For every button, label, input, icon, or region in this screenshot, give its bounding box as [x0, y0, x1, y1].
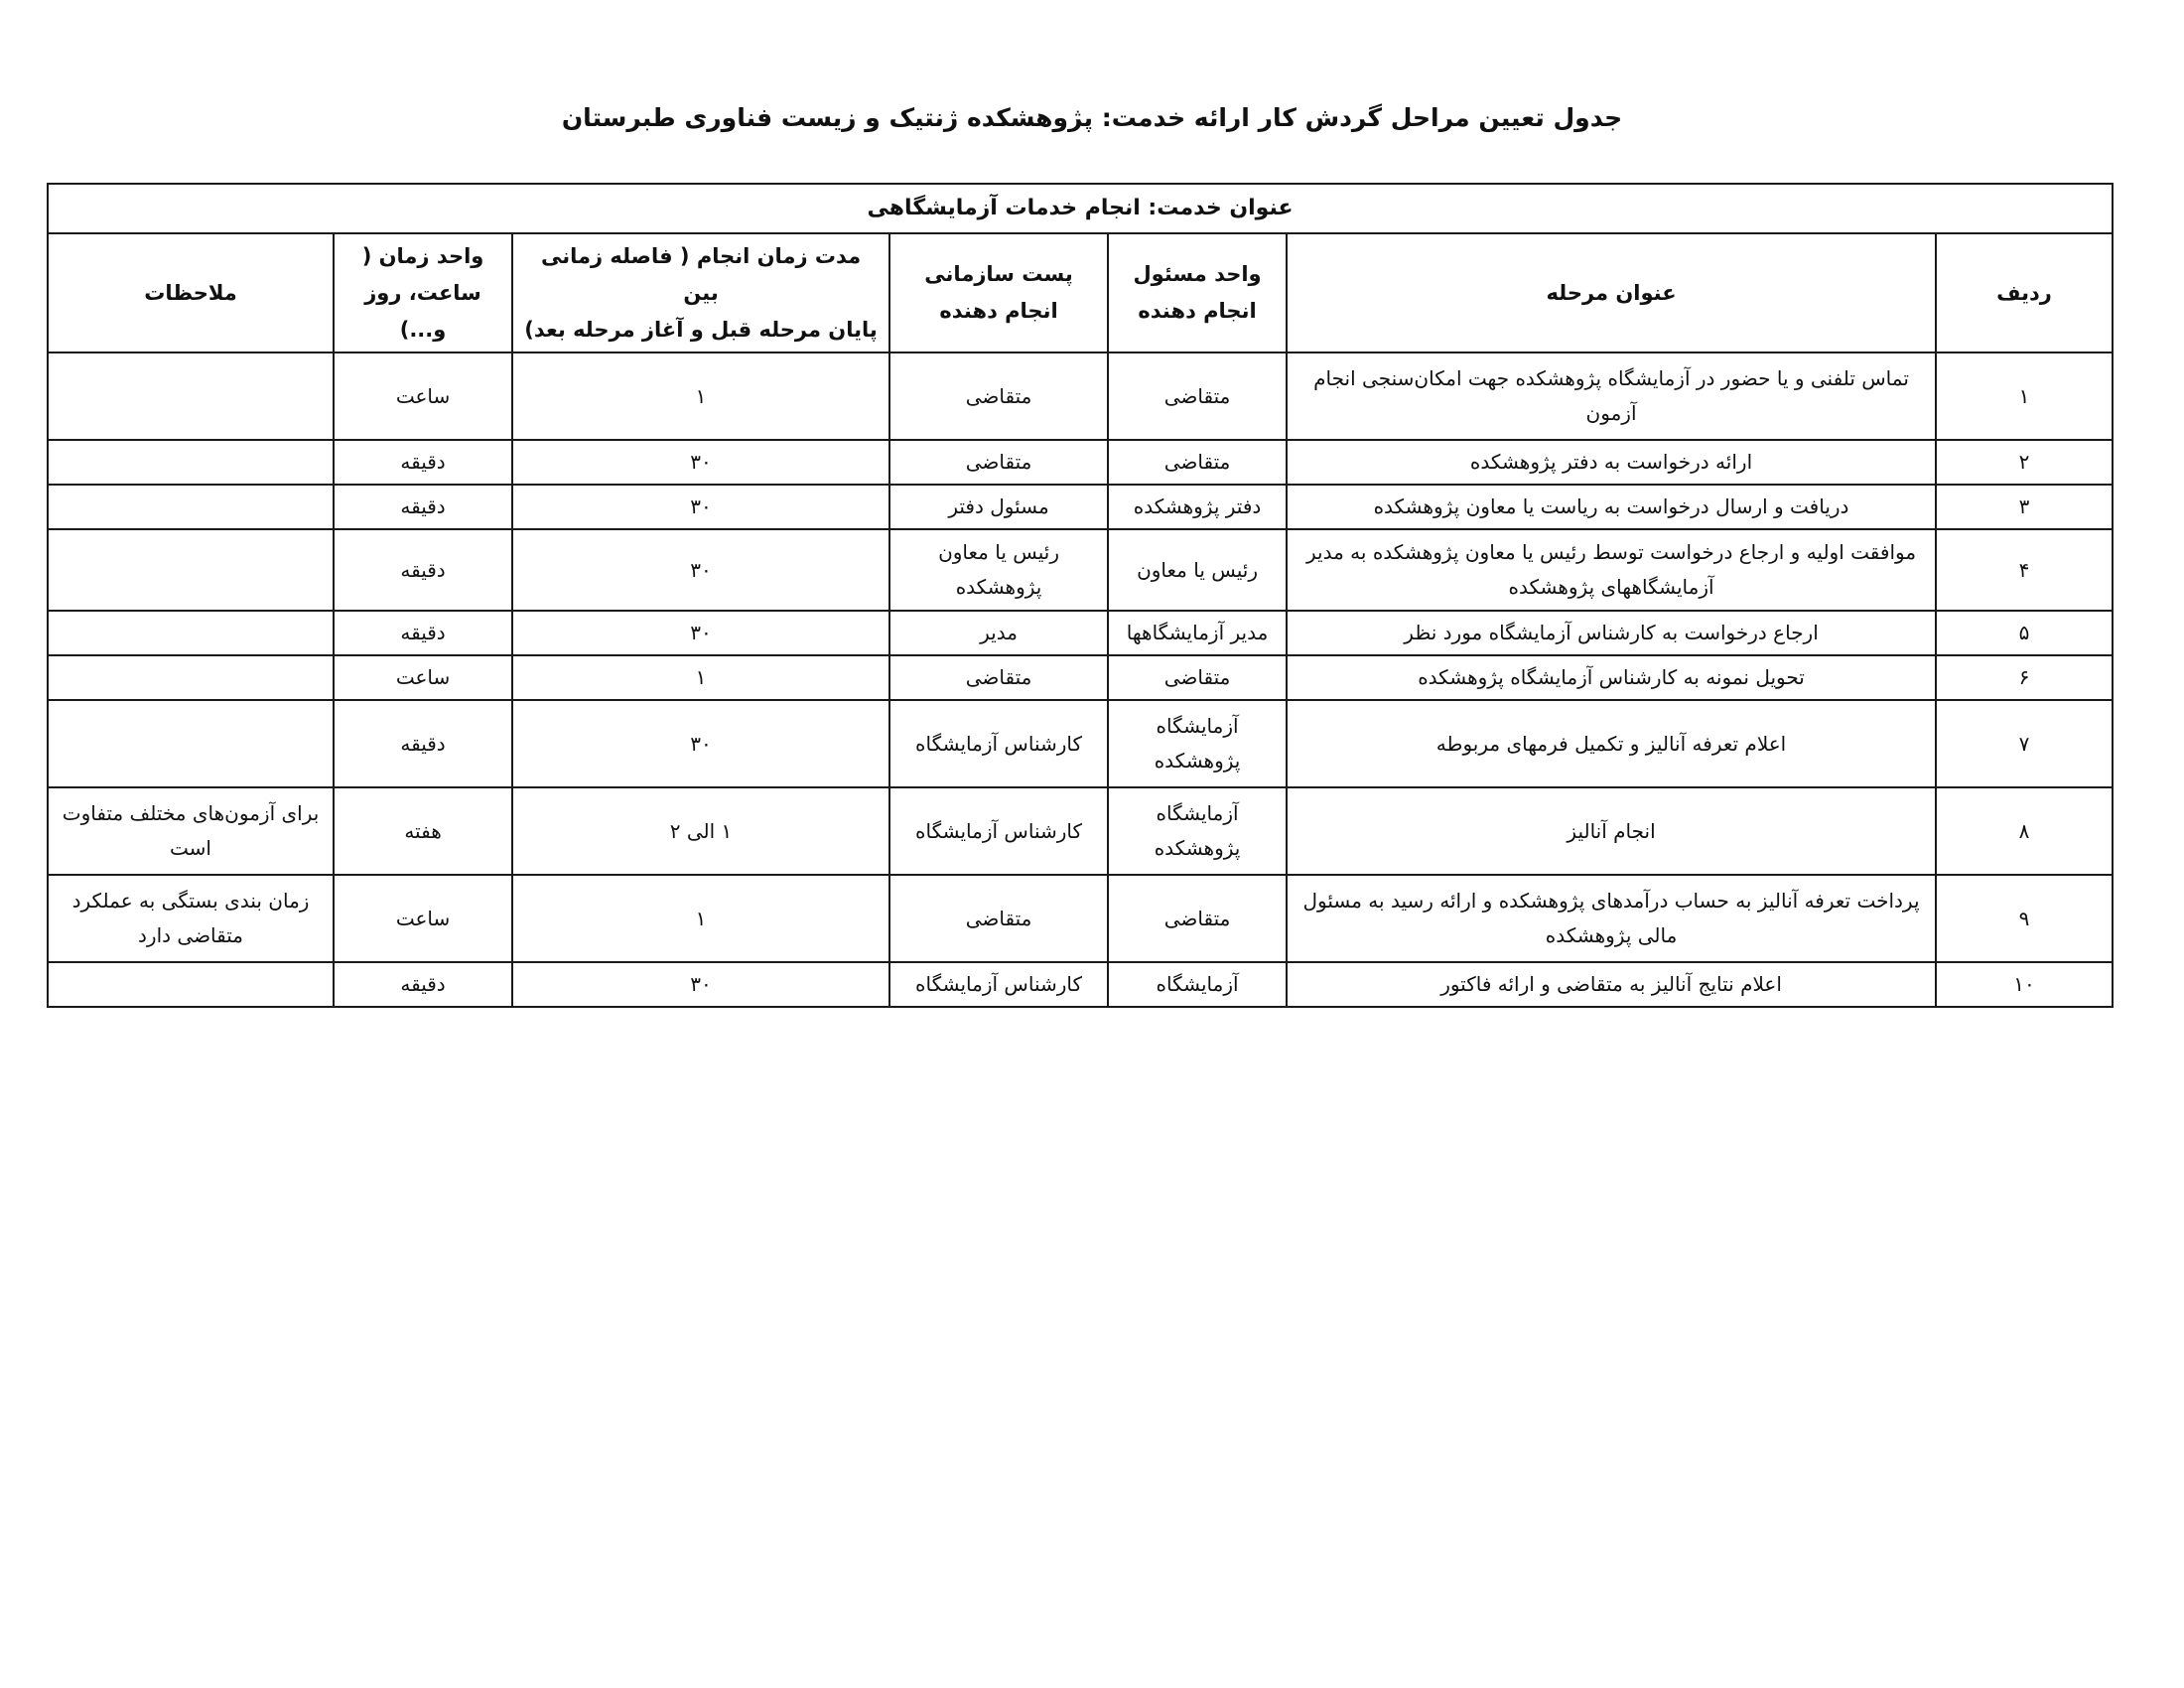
service-title-row: [48, 184, 2113, 233]
responsible-unit-cell: رئیس یا معاون: [1108, 529, 1287, 611]
time-unit-cell: دقیقه: [334, 485, 512, 529]
notes-cell: برای آزمون‌های مختلف متفاوت است: [48, 787, 334, 875]
header-time-unit-line: ساعت، روز و...): [364, 280, 481, 342]
duration-cell: ۳۰: [512, 529, 889, 611]
step-title-cell: اعلام تعرفه آنالیز و تکمیل فرمهای مربوطه: [1287, 700, 1936, 787]
header-time-unit-line: واحد زمان (: [361, 244, 484, 268]
header-time-unit: [334, 233, 512, 352]
step-title-cell: انجام آنالیز: [1287, 787, 1936, 875]
step-title-cell: تماس تلفنی و یا حضور در آزمایشگاه پژوهشکده جهت امکان‌سنجی انجام آزمون: [1287, 352, 1936, 440]
duration-cell: ۳۰: [512, 485, 889, 529]
table-row: [48, 485, 2113, 529]
step-title-cell: موافقت اولیه و ارجاع درخواست توسط رئیس یا معاون پژوهشکده به مدیر آزمایشگاههای پژوهشکده: [1287, 529, 1936, 611]
responsible-unit-cell: مدیر آزمایشگاهها: [1108, 611, 1287, 655]
organizational-post-cell: مدیر: [889, 611, 1108, 655]
row-number-cell: ۸: [1936, 787, 2113, 875]
responsible-unit-cell: متقاضی: [1108, 440, 1287, 485]
responsible-unit-cell: آزمایشگاه: [1108, 962, 1287, 1007]
organizational-post-cell: مسئول دفتر: [889, 485, 1108, 529]
table-row: [48, 352, 2113, 440]
step-title-cell: پرداخت تعرفه آنالیز به حساب درآمدهای پژوهشکده و ارائه رسید به مسئول مالی پژوهشکده: [1287, 875, 1936, 962]
time-unit-cell: ساعت: [334, 352, 512, 440]
responsible-unit-cell: متقاضی: [1108, 875, 1287, 962]
organizational-post-cell: رئیس یا معاون پژوهشکده: [889, 529, 1108, 611]
table-row: [48, 787, 2113, 875]
notes-cell: [48, 611, 334, 655]
header-duration-line: پایان مرحله قبل و آغاز مرحله بعد): [524, 317, 878, 342]
organizational-post-cell: کارشناس آزمایشگاه: [889, 700, 1108, 787]
step-title-cell: ارجاع درخواست به کارشناس آزمایشگاه مورد نظر: [1287, 611, 1936, 655]
organizational-post-cell: کارشناس آزمایشگاه: [889, 962, 1108, 1007]
step-title-cell: ارائه درخواست به دفتر پژوهشکده: [1287, 440, 1936, 485]
header-organizational-post-line: انجام دهنده: [939, 299, 1058, 324]
service-title: عنوان خدمت: انجام خدمات آزمایشگاهی: [48, 184, 2113, 233]
row-number-cell: ۱: [1936, 352, 2113, 440]
row-number-cell: ۳: [1936, 485, 2113, 529]
responsible-unit-cell: آزمایشگاه پژوهشکده: [1108, 700, 1287, 787]
header-organizational-post: [889, 233, 1108, 352]
header-row-number: ردیف: [1936, 233, 2113, 352]
notes-cell: [48, 485, 334, 529]
duration-cell: ۱ الی ۲: [512, 787, 889, 875]
notes-cell: [48, 440, 334, 485]
notes-cell: [48, 655, 334, 700]
time-unit-cell: ساعت: [334, 655, 512, 700]
header-responsible-unit: [1108, 233, 1287, 352]
responsible-unit-cell: آزمایشگاه پژوهشکده: [1108, 787, 1287, 875]
row-number-cell: ۷: [1936, 700, 2113, 787]
header-duration-line: مدت زمان انجام ( فاصله زمانی بین: [540, 244, 862, 305]
time-unit-cell: دقیقه: [334, 440, 512, 485]
time-unit-cell: ساعت: [334, 875, 512, 962]
duration-cell: ۱: [512, 352, 889, 440]
organizational-post-cell: متقاضی: [889, 875, 1108, 962]
row-number-cell: ۶: [1936, 655, 2113, 700]
notes-cell: زمان بندی بستگی به عملکرد متقاضی دارد: [48, 875, 334, 962]
notes-cell: [48, 529, 334, 611]
organizational-post-cell: متقاضی: [889, 655, 1108, 700]
header-responsible-unit-line: واحد مسئول: [1133, 262, 1262, 287]
step-title-cell: اعلام نتایج آنالیز به متقاضی و ارائه فاکتور: [1287, 962, 1936, 1007]
header-organizational-post-line: پست سازمانی: [924, 262, 1073, 287]
organizational-post-cell: کارشناس آزمایشگاه: [889, 787, 1108, 875]
duration-cell: ۳۰: [512, 440, 889, 485]
duration-cell: ۳۰: [512, 962, 889, 1007]
table-row: [48, 700, 2113, 787]
responsible-unit-cell: دفتر پژوهشکده: [1108, 485, 1287, 529]
step-title-cell: دریافت و ارسال درخواست به ریاست یا معاون پژوهشکده: [1287, 485, 1936, 529]
notes-cell: [48, 962, 334, 1007]
row-number-cell: ۹: [1936, 875, 2113, 962]
table-row: [48, 962, 2113, 1007]
duration-cell: ۳۰: [512, 611, 889, 655]
duration-cell: ۱: [512, 875, 889, 962]
organizational-post-cell: متقاضی: [889, 440, 1108, 485]
duration-cell: ۳۰: [512, 700, 889, 787]
header-responsible-unit-line: انجام دهنده: [1138, 299, 1257, 324]
table-row: [48, 875, 2113, 962]
time-unit-cell: هفته: [334, 787, 512, 875]
responsible-unit-cell: متقاضی: [1108, 655, 1287, 700]
notes-cell: [48, 700, 334, 787]
table-row: [48, 529, 2113, 611]
time-unit-cell: دقیقه: [334, 529, 512, 611]
time-unit-cell: دقیقه: [334, 700, 512, 787]
table-row: [48, 611, 2113, 655]
header-row: [48, 233, 2113, 352]
responsible-unit-cell: متقاضی: [1108, 352, 1287, 440]
workflow-table: [47, 183, 2114, 1008]
notes-cell: [48, 352, 334, 440]
time-unit-cell: دقیقه: [334, 962, 512, 1007]
table-row: [48, 655, 2113, 700]
duration-cell: ۱: [512, 655, 889, 700]
header-notes: ملاحظات: [48, 233, 334, 352]
row-number-cell: ۵: [1936, 611, 2113, 655]
time-unit-cell: دقیقه: [334, 611, 512, 655]
header-step-title: عنوان مرحله: [1287, 233, 1936, 352]
step-title-cell: تحویل نمونه به کارشناس آزمایشگاه پژوهشکده: [1287, 655, 1936, 700]
row-number-cell: ۲: [1936, 440, 2113, 485]
row-number-cell: ۴: [1936, 529, 2113, 611]
page-title: جدول تعیین مراحل گردش کار ارائه خدمت: پژوهشکده ژنتیک و زیست فناوری طبرستان: [561, 103, 1623, 132]
organizational-post-cell: متقاضی: [889, 352, 1108, 440]
header-duration: [512, 233, 889, 352]
table-row: [48, 440, 2113, 485]
row-number-cell: ۱۰: [1936, 962, 2113, 1007]
